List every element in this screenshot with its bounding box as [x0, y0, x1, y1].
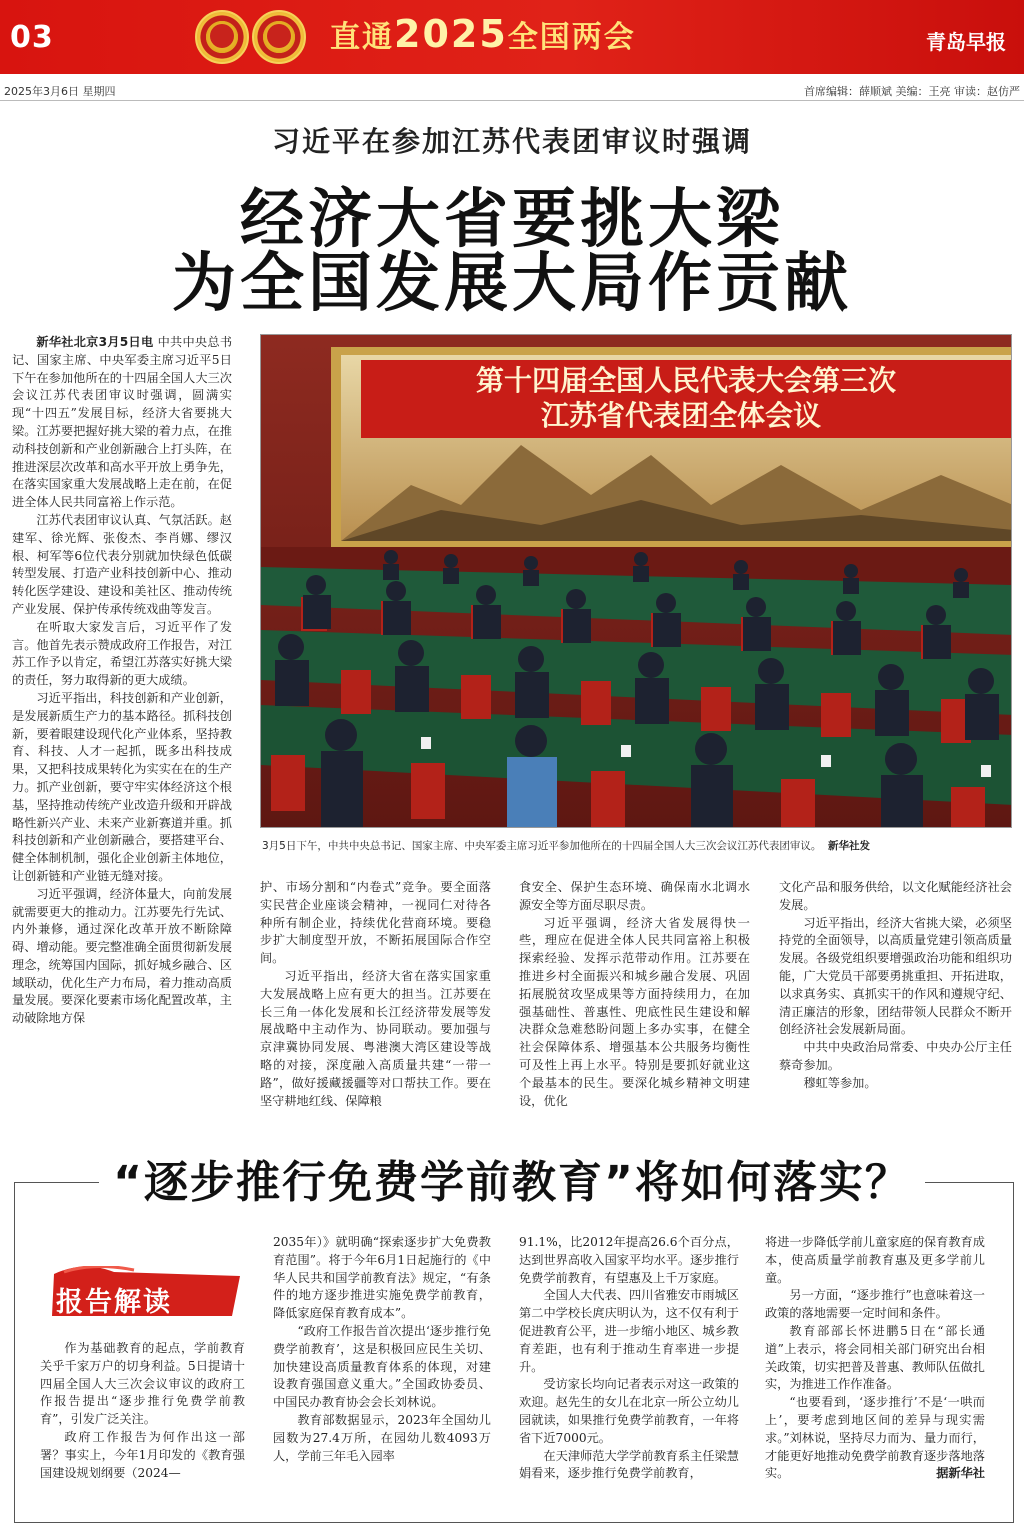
- paragraph: 2035年）》就明确“探索逐步扩大免费教育范围”。将于今年6月1日起施行的《中华人民共和国学前教育法》规定，“有条件的地方逐步推进实施免费学前教育，降低家庭保育教育成本”。: [273, 1235, 491, 1321]
- article2-credit: 据新华社: [936, 1466, 985, 1481]
- paragraph: 习近平指出，科技创新和产业创新，是发展新质生产力的基本路径。抓科技创新，要着眼建设现代化产业体系，坚持教育、科技、人才一起抓，既多出科技成果，又把科技成果转化为实实在在的生产力。抓产业创新，要守牢实体经济这个根基，坚持推动传统产业改造升级和开辟战略性新兴产业、未来产业新赛道并重。抓科技创新和产业创新融合，要搭建平台、健全体制机制，强化企业创新主体地位，让创新链和产业链无缝对接。: [12, 690, 232, 883]
- article1-column-4: [779, 879, 1012, 1109]
- issue-date: 2025年3月6日 星期四: [4, 85, 116, 98]
- article1-column-1: [12, 334, 232, 1109]
- paragraph: 在天津师范大学学前教育系主任梁慧娟看来，逐步推行免费学前教育，: [519, 1448, 739, 1481]
- paragraph: 护、市场分割和“内卷式”竞争。要全面落实民营企业座谈会精神，一视同仁对待各种所有制企业，持续优化营商环境。要稳步扩大制度型开放，不断拓展国际合作空间。: [260, 880, 491, 966]
- paragraph: 习近平指出，经济大省挑大梁，必须坚持党的全面领导，以高质量党建引领高质量发展。各级党组织要增强政治功能和组织功能，广大党员干部要勇挑重担、开拓进取，以求真务实、真抓实干的作风和遵规守纪、清正廉洁的形象，团结带领人民群众不断开创经济社会发展新局面。: [779, 915, 1012, 1037]
- article2-column-4: [765, 1234, 985, 1516]
- paragraph: 江苏代表团审议认真、气氛活跃。赵建军、徐光辉、张俊杰、李肖娜、缪汉根、柯军等6位代表分别就加快绿色低碳转型发展、打造产业科技创新中心、推动转化医学建设、建设和美社区、推动传统产业发展、保护传承传统戏曲等发言。: [12, 512, 232, 616]
- paragraph: 中共中央政治局常委、中央办公厅主任蔡奇参加。: [779, 1040, 1012, 1072]
- paragraph: 91.1%，比2012年提高26.6个百分点，达到世界高收入国家平均水平。逐步推行免费学前教育，有望惠及上千万家庭。: [519, 1235, 739, 1285]
- paragraph: 作为基础教育的起点，学前教育关乎千家万户的切身利益。5日提请十四届全国人大三次会议审议的政府工作报告提出“逐步推行免费学前教育”，引发广泛关注。: [40, 1341, 245, 1427]
- article2-column-2: [273, 1234, 491, 1516]
- meeting-photo: [260, 334, 1012, 828]
- page-number: 03: [10, 20, 54, 55]
- editor-credits: 首席编辑：薛顺斌 美编：王亮 审读：赵仿严: [804, 85, 1020, 98]
- article2-column-3: [519, 1234, 739, 1516]
- newspaper-brand-logo: 青岛早报: [926, 30, 1006, 54]
- paragraph: 食安全、保护生态环境、确保南水北调水源安全等方面尽职尽责。: [519, 880, 750, 912]
- photo-caption: 3月5日下午，中共中央总书记、国家主席、中央军委主席习近平参加他所在的十四届全国人大三次会议江苏代表团审议。 新华社发: [262, 840, 871, 852]
- badge-label: 报告解读: [56, 1287, 172, 1318]
- national-emblem-icon: [195, 10, 249, 64]
- paragraph: 中共中央总书记、国家主席、中央军委主席习近平5日下午在参加他所在的十四届全国人大三次会议江苏代表团审议时强调，圆满实现“十四五”发展目标，经济大省要挑大梁。江苏要把握好挑大梁的着力点，在推动科技创新和产业创新融合上打头阵，在推进深层次改革和高水平开放上勇争先，在落实国家重大发展战略上走在前，在促进全体人民共同富裕上作示范。: [12, 335, 232, 510]
- paragraph: 习近平强调，经济大省发展得快一些，理应在促进全体人民共同富裕上积极探索经验、发挥示范带动作用。江苏要在推进乡村全面振兴和城乡融合发展、巩固拓展脱贫攻坚成果等方面持续用力，在加强基础性、普惠性、兜底性民生建设和解决群众急难愁盼问题上多办实事，在健全社会保障体系、增强基本公共服务均衡性可及性上再上水平。特别是要抓好就业这个最基本的民生。要深化城乡精神文明建设，优化: [519, 915, 750, 1108]
- cppcc-emblem-icon: [252, 10, 306, 64]
- paragraph: 受访家长均向记者表示对这一政策的欢迎。赵先生的女儿在北京一所公立幼儿园就读，如果推行免费学前教育，一年将省下近7000元。: [519, 1377, 739, 1445]
- paragraph: 习近平指出，经济大省在落实国家重大发展战略上应有更大的担当。江苏要在长三角一体化发展和长江经济带发展等发展战略中主动作为、协同联动。要加强与京津冀协同发展、粤港澳大湾区建设等战略的对接，深度融入高质量共建“一带一路”，做好援藏援疆等对口帮扶工作。要在坚守耕地红线、保障粮: [260, 968, 491, 1108]
- paragraph: 穆虹等参加。: [803, 1075, 877, 1090]
- paragraph: 政府工作报告为何作出这一部署？事实上，今年1月印发的《教育强国建设规划纲要（2024—: [40, 1429, 245, 1480]
- paragraph: 另一方面，“逐步推行”也意味着这一政策的落地需要一定时间和条件。: [765, 1288, 985, 1321]
- masthead-title: 直通2025全国两会: [330, 12, 636, 56]
- paragraph: “政府工作报告首次提出‘逐步推行免费学前教育’，这是积极回应民生关切、加快建设高质量教育体系的体现，对建设教育强国意义重大。”全国政协委员、中国民办教育协会会长刘林说。: [273, 1323, 491, 1410]
- divider: [0, 100, 1024, 101]
- article1-column-2: [260, 879, 491, 1109]
- article1-column-3: [519, 879, 750, 1109]
- paragraph: 在听取大家发言后，习近平作了发言。他首先表示赞成政府工作报告，对江苏工作予以肯定，希望江苏落实好挑大梁的责任，努力取得新的更大成绩。: [12, 619, 232, 688]
- paragraph: 文化产品和服务供给，以文化赋能经济社会发展。: [779, 880, 1012, 912]
- article2-column-1: [40, 1340, 245, 1516]
- paragraph: 将进一步降低学前儿童家庭的保育教育成本，使高质量学前教育惠及更多学前儿童。: [765, 1235, 985, 1285]
- photo-banner-line-1: 第十四届全国人民代表大会第三次: [475, 364, 897, 397]
- headline-line-2: 为全国发展大局作贡献: [172, 247, 852, 321]
- paragraph: 习近平强调，经济体量大，向前发展就需要更大的推动力。江苏要先行先试、内外兼修，通过深化改革开放不断除障碍、增动能。要完整准确全面贯彻新发展理念，统筹国内国际，抓好城乡融合、区域联动，优化生产力布局，着力推动高质量发展。要深化要素市场化配置改革，主动破除地方保: [12, 886, 232, 1026]
- paragraph: 教育部数据显示，2023年全国幼儿园数为27.4万所，在园幼儿数4093万人，学前三年毛入园率: [273, 1412, 491, 1463]
- photo-credit: 新华社发: [828, 840, 871, 852]
- meeting-photo-illustration: [261, 335, 1012, 828]
- paragraph: “也要看到，‘逐步推行’不是‘一哄而上’，要考虑到地区间的差异与现实需求。”刘林说，坚持尽力而为、量力而行，才能更好地推动免费学前教育逐步落地落实。 据新华社: [765, 1394, 985, 1483]
- paragraph: 全国人大代表、四川省雅安市雨城区第二中学校长庹庆明认为，这不仅有利于促进教育公平，进一步缩小地区、城乡教育差距，也有利于推动生育率进一步提升。: [519, 1288, 739, 1374]
- article-kicker: 习近平在参加江苏代表团审议时强调: [271, 125, 752, 158]
- article2-headline: “逐步推行免费学前教育”将如何落实？: [0, 1146, 1024, 1210]
- paragraph: 教育部部长怀进鹏5日在“部长通道”上表示，将会同相关部门研究出台相关政策，切实把普及普惠、教师队伍做扎实，为推进工作作准备。: [765, 1323, 985, 1392]
- dateline: 新华社北京3月5日电: [36, 335, 154, 349]
- masthead: [0, 0, 1024, 74]
- photo-banner-line-2: 江苏省代表团全体会议: [540, 399, 822, 432]
- headline-line-1: 经济大省要挑大梁: [240, 183, 784, 257]
